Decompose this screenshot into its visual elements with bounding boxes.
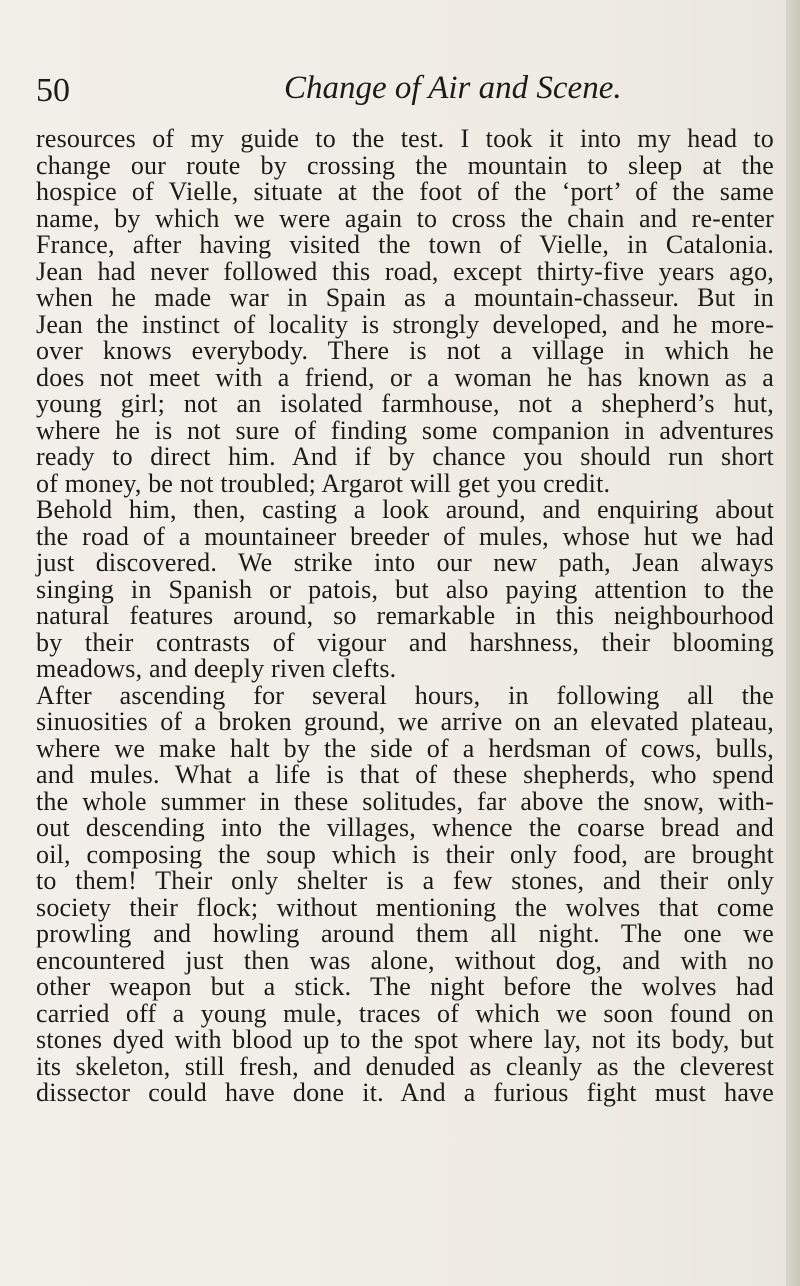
text-line: encountered just then was alone, without dog, and with no	[36, 945, 774, 975]
text-line: After ascending for several hours, in following all the	[36, 680, 774, 710]
text-line: when he made war in Spain as a mountain-chasseur. But in	[36, 283, 774, 312]
text-line: Behold him, then, casting a look around, and enquiring about	[36, 495, 774, 524]
text-line: oil, composing the soup which is their only food, are brought	[36, 839, 774, 869]
text-line: Jean the instinct of locality is strongly developed, and he more-	[36, 309, 774, 339]
text-line: to them! Their only shelter is a few stones, and their only	[36, 866, 774, 895]
text-line: Jean had never followed this road, except thirty-five years ago,	[36, 256, 774, 286]
text-line: and mules. What a life is that of these shepherds, who spend	[36, 760, 774, 789]
text-line: ready to direct him. And if by chance you should run short	[36, 442, 774, 471]
text-line: change our route by crossing the mountain to sleep at the	[36, 150, 774, 180]
text-line: singing in Spanish or patois, but also paying attention to the	[36, 574, 774, 604]
text-line: the whole summer in these solitudes, far above the snow, with-	[36, 786, 774, 816]
page-edge	[786, 0, 800, 1286]
text-line: dissector could have done it. And a furious fight must have	[36, 1078, 774, 1107]
page-number: 50	[36, 72, 70, 109]
text-line: of money, be not troubled; Argarot will get you credit.	[36, 468, 611, 498]
text-line: France, after having visited the town of Vielle, in Catalonia.	[36, 230, 774, 259]
text-line: prowling and howling around them all night. The one we	[36, 919, 774, 948]
body-text	[36, 126, 774, 1107]
text-line: carried off a young mule, traces of which we soon found on	[36, 998, 774, 1028]
text-line: sinuosities of a broken ground, we arrive on an elevated plateau,	[36, 707, 774, 736]
text-line: name, by which we were again to cross the chain and re-enter	[36, 203, 774, 233]
text-line: meadows, and deeply riven clefts.	[36, 654, 397, 683]
text-line: young girl; not an isolated farmhouse, not a shepherd’s hut,	[36, 389, 774, 418]
text-line: natural features around, so remarkable in this neighbourhood	[36, 601, 774, 630]
text-line: its skeleton, still fresh, and denuded as cleanly as the cleverest	[36, 1051, 774, 1081]
text-line: by their contrasts of vigour and harshness, their blooming	[36, 627, 774, 657]
page-header	[36, 70, 756, 118]
text-line: other weapon but a stick. The night before the wolves had	[36, 972, 774, 1001]
running-title: Change of Air and Scene.	[284, 70, 622, 106]
text-line: society their flock; without mentioning the wolves that come	[36, 892, 774, 922]
text-line: does not meet with a friend, or a woman he has known as a	[36, 362, 774, 392]
text-line: over knows everybody. There is not a village in which he	[36, 336, 774, 365]
text-line: out descending into the villages, whence the coarse bread and	[36, 813, 774, 842]
text-line: where he is not sure of finding some companion in adventures	[36, 415, 774, 445]
text-line: the road of a mountaineer breeder of mules, whose hut we had	[36, 521, 774, 551]
text-line: where we make halt by the side of a herdsman of cows, bulls,	[36, 733, 774, 763]
text-line: hospice of Vielle, situate at the foot of the ‘port’ of the same	[36, 177, 774, 206]
text-line: stones dyed with blood up to the spot where lay, not its body, but	[36, 1025, 774, 1054]
text-line: resources of my guide to the test. I took it into my head to	[36, 124, 774, 153]
text-line: just discovered. We strike into our new path, Jean always	[36, 548, 774, 577]
